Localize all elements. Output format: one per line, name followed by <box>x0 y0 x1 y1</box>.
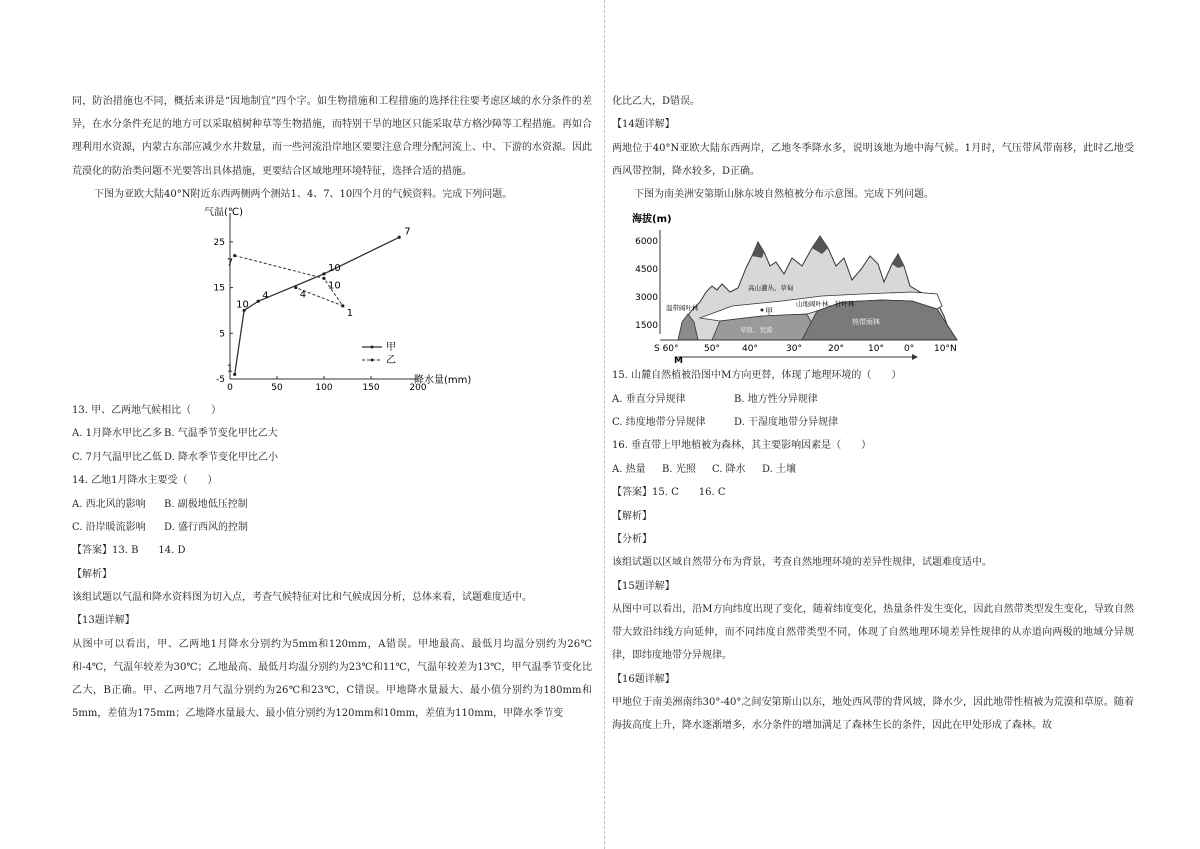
fenxi-heading: 【分析】 <box>612 534 652 546</box>
q16-options <box>612 458 1134 481</box>
climate-chart-legend <box>362 341 396 366</box>
detail-14-text: 两地位于40°N亚欧大陆东西两岸，乙地冬季降水多，说明该地为地中海气候。1月时，气压带风带南移，此时乙地受西风带控制，降水较多，D正确。 <box>612 142 1134 177</box>
question-14: 14. 乙地1月降水主要受（ ） <box>72 475 218 487</box>
andes-xtick-10n: 10°N <box>934 344 957 355</box>
question-15: 15. 山麓自然植被沿图中M方向更替，体现了地理环境的（ ） <box>612 370 902 382</box>
right-column <box>612 90 1134 738</box>
andes-ytick-6000: 6000 <box>635 237 658 248</box>
q15-option-b[interactable]: B. 地方性分异规律 <box>734 393 818 405</box>
q15-options-row1 <box>612 388 1134 411</box>
label-m: M <box>674 356 683 365</box>
climate-chart <box>72 207 592 397</box>
question-13: 13. 甲、乙两地气候相比（ ） <box>72 405 222 417</box>
q13-option-d[interactable]: D. 降水季节变化甲比乙小 <box>164 451 279 463</box>
q14-option-c[interactable]: C. 沿岸暖流影响 <box>72 522 146 534</box>
data-point <box>398 236 401 239</box>
climate-chart-axes <box>204 207 471 386</box>
andes-xtick-0: 0° <box>904 344 915 355</box>
continuation-text: 化比乙大，D错误。 <box>612 96 701 107</box>
legend-marker-yi <box>371 359 374 362</box>
month-label: 1 <box>346 307 354 319</box>
legend-label-jia: 甲 <box>386 342 396 354</box>
q14-options-row1 <box>72 493 592 516</box>
q14-option-b[interactable]: B. 副极地低压控制 <box>164 498 248 510</box>
x-axis-label: 降水量(mm) <box>414 375 472 387</box>
answer-13-14: 【答案】13. B 14. D <box>72 545 186 557</box>
zone-label-rainforest: 热带雨林 <box>852 318 880 327</box>
q15-option-d[interactable]: D. 干湿度地带分异规律 <box>734 417 839 429</box>
legend-label-yi: 乙 <box>386 355 396 367</box>
month-label: 7 <box>226 257 234 269</box>
month-label: 10 <box>236 299 249 311</box>
x-tick-label: 150 <box>362 383 380 394</box>
data-point <box>322 272 325 275</box>
q13-option-a[interactable]: A. 1月降水甲比乙多 <box>72 428 162 440</box>
data-point <box>294 286 297 289</box>
data-point <box>233 254 236 257</box>
q15-options-row2 <box>612 411 1134 434</box>
andes-ytick-1500: 1500 <box>635 321 658 332</box>
zone-label-alpine: 高山灌丛、草甸 <box>748 284 794 293</box>
q13-option-b[interactable]: B. 气温季节变化甲比乙大 <box>164 428 278 440</box>
month-label: 4 <box>299 289 307 301</box>
month-label: 4 <box>262 290 269 302</box>
climate-chart-ticks <box>214 238 427 393</box>
y-tick-label: -5 <box>216 375 225 386</box>
q15-option-c[interactable]: C. 纬度地带分异规律 <box>612 417 706 429</box>
paragraph-prevention: 同，防治措施也不同，概括来讲是“因地制宜”四个字。如生物措施和工程措施的选择往往要考虑区域的水分条件的差异，在水分条件充足的地方可以采取植树种草等生物措施，而特别干旱的地区只能采取草方格沙障等工程措施。再如合理利用水资源，内蒙古东部应减少水井数量，而一些河流沿岸地区要要注意合理分配河流上、中、下游的水资源。因此荒漠化的防治类问题不光要答出具体措施，更要结合区域地理环境特征，选择合适的措施。 <box>72 96 592 177</box>
detail-15-heading: 【15题详解】 <box>612 580 675 592</box>
month-label: 1 <box>226 363 234 375</box>
series-line-yi <box>235 256 343 306</box>
q13-options-row2 <box>72 446 592 469</box>
climate-chart-series <box>227 226 411 376</box>
x-tick-label: 0 <box>227 383 233 394</box>
q16-option-b[interactable]: B. 光照 <box>662 463 696 475</box>
analysis-text: 该组试题以气温和降水资料图为切入点，考查气候特征对比和气候成因分析，总体来看，试题难度适中。 <box>72 592 532 604</box>
q14-options-row2 <box>72 516 592 539</box>
andes-xtick-50: 50° <box>704 344 720 355</box>
andes-diagram-svg <box>612 206 1134 364</box>
detail-16-heading: 【16题详解】 <box>612 673 675 685</box>
andes-ytick-4500: 4500 <box>635 265 658 276</box>
y-tick-label: 15 <box>213 283 225 294</box>
andes-xtick-s60: S 60° <box>654 344 679 355</box>
detail-15-text: 从图中可以看出，沿M方向纬度出现了变化，随着纬度变化，热量条件发生变化，因此自然带类型发生变化，导致自然带大致沿纬线方向延伸，而不同纬度自然带类型不同，体现了自然地理环境差异性规律的从赤道向两极的地域分异规律，即纬度地带分异规律。 <box>612 604 1134 662</box>
detail-13-heading: 【13题详解】 <box>72 615 135 627</box>
legend-marker-jia <box>371 346 374 349</box>
detail-16-text: 甲地位于南美洲南纬30°-40°之间安第斯山以东，地处西风带的背风坡，降水少，因此地带性植被为荒漠和草原。随着海拔高度上升，降水逐渐增多，水分条件的增加满足了森林生长的条件，因此在甲处形成了森林。故 <box>612 697 1134 732</box>
andes-xtick-40: 40° <box>742 344 758 355</box>
question-16: 16. 垂直带上甲地植被为森林，其主要影响因素是（ ） <box>612 440 872 452</box>
answer-15-16: 【答案】15. C 16. C <box>612 487 726 499</box>
analysis-heading: 【解析】 <box>72 568 112 580</box>
month-label: 7 <box>404 226 411 238</box>
q16-option-c[interactable]: C. 降水 <box>712 463 746 475</box>
data-point <box>322 277 325 280</box>
zone-label-temperate-forest: 温带阔叶林 <box>666 304 699 313</box>
figure-intro-andes: 下图为南美洲安第斯山脉东坡自然植被分布示意图。完成下列问题。 <box>634 189 934 201</box>
left-column <box>72 90 592 726</box>
detail-13-text: 从图中可以看出，甲、乙两地1月降水分别约为5mm和120mm，A错误。甲地最高、最低月均温分别约为26℃和-4℃，气温年较差为30℃；乙地最高、最低月均温分别约为23℃和11℃，气温年较差为13℃，甲气温季节变化比乙大，B正确。甲、乙两地7月气温分别约为26℃和23℃，C错误。甲地降水量最大、最小值分别约为180mm和5mm，差值为175mm；乙地降水量最大、最小值分别约为120mm和10mm，差值为110mm，甲降水季节变 <box>72 638 592 720</box>
data-point <box>233 373 236 376</box>
zone-label-grassland: 草原、荒漠 <box>740 326 773 335</box>
q14-option-a[interactable]: A. 西北风的影响 <box>72 498 146 510</box>
snow-cap-1 <box>752 242 764 258</box>
column-divider <box>604 0 605 849</box>
y-tick-label: 25 <box>213 237 225 248</box>
month-label: 10 <box>328 262 341 274</box>
label-jia: 甲 <box>765 307 773 317</box>
climate-chart-svg <box>72 207 592 397</box>
fenxi-text: 该组试题以区域自然带分布为背景，考查自然地理环境的差异性规律，试题难度适中。 <box>612 557 992 569</box>
x-tick-label: 200 <box>409 383 427 394</box>
andes-xtick-10: 10° <box>868 344 884 355</box>
q13-option-c[interactable]: C. 7月气温甲比乙低 <box>72 451 163 463</box>
data-point <box>257 300 260 303</box>
y-axis-label: 气温(℃) <box>204 207 244 219</box>
andes-ytick-3000: 3000 <box>635 293 658 304</box>
figure-intro-climate: 下图为亚欧大陆40°N附近东西两侧两个测站1、4、7、10四个月的气候资料。完成下列问题。 <box>94 188 513 200</box>
data-point <box>341 304 344 307</box>
q14-option-d[interactable]: D. 盛行西风的控制 <box>164 522 249 534</box>
q16-option-a[interactable]: A. 热量 <box>612 463 646 475</box>
andes-diagram <box>612 206 1134 364</box>
series-line-jia <box>235 237 400 374</box>
x-tick-label: 100 <box>315 383 333 394</box>
zone-label-montane: 山地阔叶林、针叶林 <box>796 300 855 309</box>
m-arrow-head <box>912 354 918 360</box>
q13-options-row1 <box>72 422 592 445</box>
andes-xtick-30: 30° <box>786 344 802 355</box>
andes-xtick-20: 20° <box>828 344 844 355</box>
y-tick-label: 5 <box>219 329 225 340</box>
q15-option-a[interactable]: A. 垂直分异规律 <box>612 393 686 405</box>
month-label: 10 <box>328 280 341 292</box>
analysis-heading-2: 【解析】 <box>612 510 652 522</box>
detail-14-heading: 【14题详解】 <box>612 119 675 131</box>
point-jia <box>761 309 764 312</box>
andes-ylabel: 海拔(m) <box>632 214 672 226</box>
x-tick-label: 50 <box>271 383 283 394</box>
q16-option-d[interactable]: D. 土壤 <box>762 463 797 475</box>
